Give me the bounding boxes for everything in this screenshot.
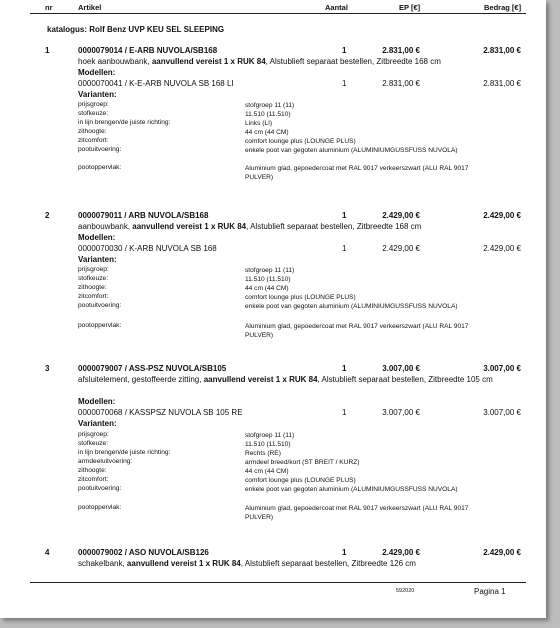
- footer-rule: [30, 582, 526, 583]
- item-bedrag: 3.007,00 €: [483, 364, 521, 373]
- header-bedrag: Bedrag [€]: [484, 3, 522, 12]
- model-code: 0000070030 / K-ARB NUVOLA SB 168: [78, 244, 217, 253]
- prop-value: 11.510 (11.510): [245, 111, 291, 118]
- item-description: aanbouwbank, aanvullend vereist 1 x RUK 84, Alstublieft separaat bestellen, Zitbreedte 168 cm: [78, 222, 422, 231]
- model-bedrag: 3.007,00 €: [483, 408, 521, 417]
- prop-label: zitcomfort:: [78, 476, 109, 483]
- header-aantal: Aantal: [325, 3, 348, 12]
- prop-value: Rechts (RE): [245, 450, 281, 457]
- modellen-label: Modellen:: [78, 397, 116, 406]
- model-qty: 1: [342, 79, 347, 88]
- model-ep: 3.007,00 €: [382, 408, 420, 417]
- item-code: 0000079002 / ASO NUVOLA/SB126: [78, 548, 209, 557]
- prop-value: comfort lounge plus (LOUNGE PLUS): [245, 477, 356, 484]
- header-nr: nr: [45, 3, 53, 12]
- varianten-label: Varianten:: [78, 255, 117, 264]
- item-qty: 1: [342, 211, 347, 220]
- item-nr: 3: [45, 364, 50, 373]
- item-ep: 2.429,00 €: [382, 548, 420, 557]
- prop-value: stofgroep 11 (11): [245, 102, 295, 109]
- model-qty: 1: [342, 244, 347, 253]
- prop-value: 44 cm (44 CM): [245, 468, 289, 475]
- model-bedrag: 2.429,00 €: [483, 244, 521, 253]
- item-qty: 1: [342, 364, 347, 373]
- prop-label: pootoppervlak:: [78, 504, 122, 511]
- prop-value: Links (LI): [245, 120, 273, 127]
- prop-label: zithoogte:: [78, 467, 107, 474]
- prop-label: stofkeuze:: [78, 110, 109, 117]
- item-code: 0000079007 / ASS-PSZ NUVOLA/SB105: [78, 364, 227, 373]
- item-nr: 4: [45, 548, 50, 557]
- item-description: schakelbank, aanvullend vereist 1 x RUK 84, Alstublieft separaat bestellen, Zitbreedte 126 cm: [78, 559, 416, 568]
- header-rule: [30, 13, 526, 14]
- prop-value: Aluminium glad, gepoedercoat met RAL 9017 verkeerszwart (ALU RAL 9017 PULVER): [245, 505, 469, 521]
- item-qty: 1: [342, 46, 347, 55]
- prop-label: zitcomfort:: [78, 293, 109, 300]
- prop-label: armdeeluitvoering:: [78, 458, 133, 465]
- item-ep: 2.831,00 €: [382, 46, 420, 55]
- prop-label: prijsgroep:: [78, 266, 109, 273]
- item-description: hoek aanbouwbank, aanvullend vereist 1 x RUK 84, Alstublieft separaat bestellen, Zitbreedte 168 cm: [78, 57, 441, 66]
- model-qty: 1: [342, 408, 347, 417]
- prop-value: Aluminium glad, gepoedercoat met RAL 9017 verkeerszwart (ALU RAL 9017 PULVER): [245, 165, 469, 181]
- catalog-title: katalogus: Rolf Benz UVP KEU SEL SLEEPING: [47, 25, 225, 34]
- prop-value: 11.510 (11.510): [245, 441, 291, 448]
- item-bedrag: 2.429,00 €: [483, 548, 521, 557]
- prop-value: enkele poot van gegoten aluminium (ALUMINIUMGUSSFUSS NUVOLA): [245, 486, 458, 493]
- footer-code: 592020: [396, 588, 415, 594]
- prop-label: pootoppervlak:: [78, 164, 122, 171]
- model-bedrag: 2.831,00 €: [483, 79, 521, 88]
- item-qty: 1: [342, 548, 347, 557]
- item-bedrag: 2.831,00 €: [483, 46, 521, 55]
- prop-label: pootuitvoering:: [78, 485, 122, 492]
- prop-label: zithoogte:: [78, 284, 107, 291]
- prop-value: 44 cm (44 CM): [245, 285, 289, 292]
- prop-value: 11.510 (11.510): [245, 276, 291, 283]
- prop-value: comfort lounge plus (LOUNGE PLUS): [245, 138, 356, 145]
- item-code: 0000079014 / E-ARB NUVOLA/SB168: [78, 46, 218, 55]
- prop-value: stofgroep 11 (11): [245, 432, 295, 439]
- prop-label: stofkeuze:: [78, 275, 109, 282]
- item-ep: 2.429,00 €: [382, 211, 420, 220]
- item-ep: 3.007,00 €: [382, 364, 420, 373]
- model-code: 0000070041 / K-E-ARB NUVOLA SB 168 LI: [78, 79, 234, 88]
- model-code: 0000070068 / KASSPSZ NUVOLA SB 105 RE: [78, 408, 243, 417]
- prop-value: enkele poot van gegoten aluminium (ALUMINIUMGUSSFUSS NUVOLA): [245, 303, 458, 310]
- modellen-label: Modellen:: [78, 233, 116, 242]
- prop-label: zitcomfort:: [78, 137, 109, 144]
- model-ep: 2.429,00 €: [382, 244, 420, 253]
- prop-label: in lijn brengen/de juiste richting:: [78, 449, 171, 456]
- header-ep: EP [€]: [399, 3, 421, 12]
- prop-label: pootuitvoering:: [78, 302, 122, 309]
- prop-label: prijsgroep:: [78, 101, 109, 108]
- prop-value: stofgroep 11 (11): [245, 267, 295, 274]
- item-nr: 1: [45, 46, 50, 55]
- prop-value: 44 cm (44 CM): [245, 129, 289, 136]
- prop-label: zithoogte:: [78, 128, 107, 135]
- item-description: afsluitelement, gestoffeerde zitting, aanvullend vereist 1 x RUK 84, Alstublieft separaat bestellen, Zitbreedte 105 cm: [78, 375, 493, 384]
- prop-label: stofkeuze:: [78, 440, 109, 447]
- prop-value: enkele poot van gegoten aluminium (ALUMINIUMGUSSFUSS NUVOLA): [245, 147, 458, 154]
- model-ep: 2.831,00 €: [382, 79, 420, 88]
- item-nr: 2: [45, 211, 50, 220]
- prop-value: Aluminium glad, gepoedercoat met RAL 9017 verkeerszwart (ALU RAL 9017 PULVER): [245, 323, 469, 339]
- varianten-label: Varianten:: [78, 419, 117, 428]
- prop-label: prijsgroep:: [78, 431, 109, 438]
- varianten-label: Varianten:: [78, 90, 117, 99]
- prop-label: in lijn brengen/de juiste richting:: [78, 119, 171, 126]
- prop-value: comfort lounge plus (LOUNGE PLUS): [245, 294, 356, 301]
- modellen-label: Modellen:: [78, 68, 116, 77]
- item-code: 0000079011 / ARB NUVOLA/SB168: [78, 211, 209, 220]
- header-artikel: Artikel: [78, 3, 102, 12]
- prop-label: pootoppervlak:: [78, 322, 122, 329]
- page-number: Pagina 1: [474, 587, 506, 596]
- item-bedrag: 2.429,00 €: [483, 211, 521, 220]
- prop-label: pootuitvoering:: [78, 146, 122, 153]
- prop-value: armdeel breed/kort (ST BREIT / KURZ): [245, 459, 360, 466]
